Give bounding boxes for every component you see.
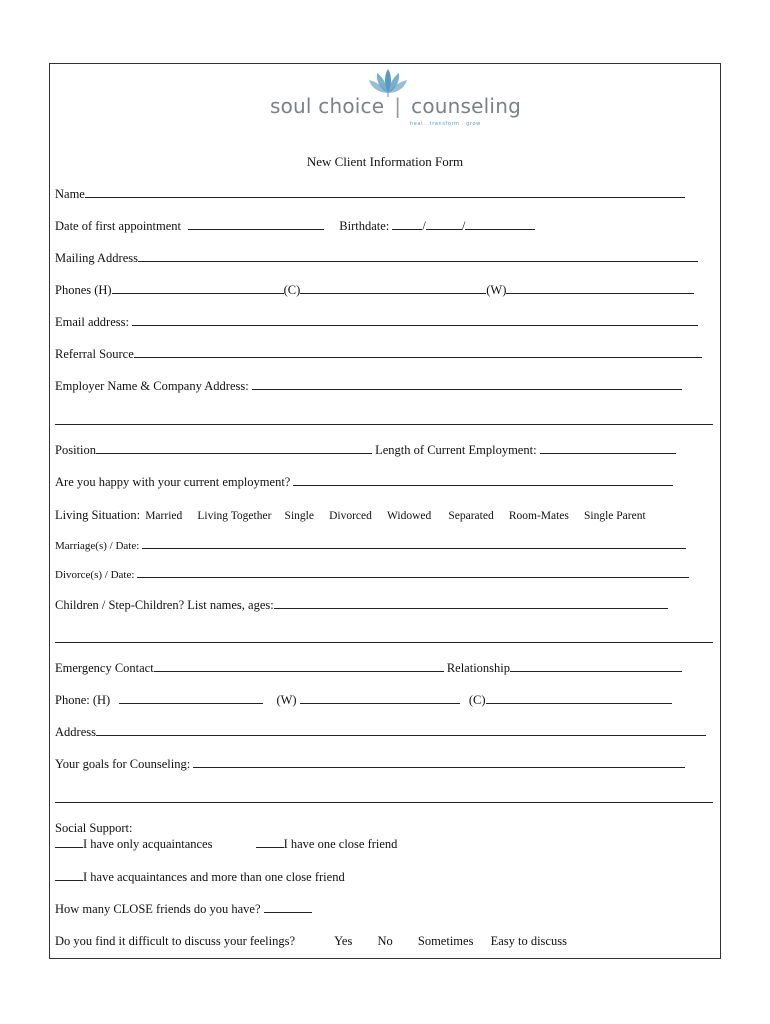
- social-opt2-label: I have one close friend: [283, 837, 398, 851]
- address-field[interactable]: [96, 724, 706, 736]
- goals-field-line-2[interactable]: [55, 802, 713, 803]
- social-opt3-check[interactable]: [55, 869, 83, 881]
- children-field-line-2[interactable]: [55, 642, 713, 643]
- first-appt-field[interactable]: [188, 218, 324, 230]
- form-page: [49, 63, 721, 959]
- social-opt3-row: [55, 869, 345, 885]
- form-title: New Client Information Form: [306, 154, 464, 169]
- living-option-room-mates[interactable]: Room-Mates: [508, 510, 569, 522]
- lotus-flower-icon: [366, 67, 410, 97]
- children-row: [55, 597, 668, 613]
- feelings-option-easy[interactable]: Easy to discuss: [490, 934, 567, 948]
- birthdate-sep-1: /: [422, 219, 426, 233]
- logo: [270, 64, 521, 144]
- logo-brand-right: counseling: [411, 94, 521, 118]
- marriage-label: Marriage(s) / Date:: [55, 540, 140, 552]
- feelings-row: [55, 933, 567, 949]
- referral-row: [55, 346, 702, 362]
- name-label: Name: [55, 187, 85, 201]
- email-row: [55, 314, 698, 330]
- emergency-field[interactable]: [154, 660, 444, 672]
- logo-tagline: heal . transform . grow: [410, 121, 481, 127]
- phone-home-field[interactable]: [112, 282, 284, 294]
- position-field[interactable]: [96, 442, 372, 454]
- living-label: Living Situation:: [55, 508, 141, 522]
- birthdate-sep-2: /: [461, 219, 466, 233]
- name-row: [55, 186, 685, 202]
- children-field[interactable]: [274, 597, 668, 609]
- phones-row: [55, 282, 694, 298]
- phones-h-label: Phones (H): [55, 283, 112, 297]
- logo-brand-left: soul choice: [270, 94, 385, 118]
- phone-cell-field[interactable]: [300, 282, 486, 294]
- position-row: [55, 442, 676, 458]
- living-option-widowed[interactable]: Widowed: [386, 510, 432, 522]
- emergency-phone-h-label: Phone: (H): [55, 693, 111, 707]
- position-label: Position: [55, 443, 96, 457]
- appointment-row: [55, 218, 535, 234]
- length-label: Length of Current Employment:: [375, 443, 537, 457]
- email-field[interactable]: [132, 314, 698, 326]
- emergency-phone-w-label: (W): [276, 693, 297, 707]
- emergency-phone-home-field[interactable]: [119, 692, 263, 704]
- marriage-row: [55, 537, 686, 554]
- emergency-phone-cell-field[interactable]: [486, 692, 672, 704]
- feelings-label: Do you find it difficult to discuss your feelings?: [55, 934, 296, 948]
- birth-year-field[interactable]: [465, 218, 535, 230]
- feelings-option-yes[interactable]: Yes: [334, 934, 353, 948]
- happy-label: Are you happy with your current employment?: [55, 475, 291, 489]
- logo-wordmark: [270, 94, 521, 118]
- children-label: Children / Step-Children? List names, ages:: [55, 598, 274, 612]
- emergency-phone-c-label: (C): [468, 693, 486, 707]
- feelings-option-no[interactable]: No: [377, 934, 393, 948]
- phones-w-label: (W): [486, 283, 507, 297]
- employer-row: [55, 378, 682, 394]
- close-friends-row: [55, 901, 312, 917]
- divorce-row: [55, 566, 689, 583]
- mailing-field[interactable]: [138, 250, 698, 262]
- social-options-row: [55, 836, 397, 852]
- phones-c-label: (C): [283, 283, 301, 297]
- goals-row: [55, 756, 685, 772]
- happy-field[interactable]: [293, 474, 673, 486]
- emergency-row: [55, 660, 682, 676]
- emergency-label: Emergency Contact: [55, 661, 154, 675]
- birth-day-field[interactable]: [426, 218, 462, 230]
- goals-field[interactable]: [193, 756, 685, 768]
- emergency-phone-row: [55, 692, 672, 708]
- happy-row: [55, 474, 673, 490]
- birthdate-label: Birthdate:: [339, 219, 390, 233]
- email-label: Email address:: [55, 315, 129, 329]
- address-label: Address: [55, 725, 96, 739]
- living-option-single-parent[interactable]: Single Parent: [584, 510, 646, 522]
- social-opt1-check[interactable]: [55, 836, 83, 848]
- length-field[interactable]: [540, 442, 676, 454]
- social-label-row: [55, 820, 132, 836]
- living-row: [55, 507, 646, 524]
- divorce-field[interactable]: [137, 566, 689, 578]
- close-friends-label: How many CLOSE friends do you have?: [55, 902, 261, 916]
- divorce-label: Divorce(s) / Date:: [55, 569, 135, 581]
- close-friends-field[interactable]: [264, 901, 312, 913]
- social-opt2-check[interactable]: [256, 836, 284, 848]
- employer-label: Employer Name & Company Address:: [55, 379, 249, 393]
- referral-label: Referral Source: [55, 347, 134, 361]
- living-option-living-together[interactable]: Living Together: [197, 510, 272, 522]
- name-field[interactable]: [85, 186, 685, 198]
- birth-month-field[interactable]: [392, 218, 422, 230]
- mailing-label: Mailing Address: [55, 251, 138, 265]
- referral-field[interactable]: [134, 346, 702, 358]
- social-label: Social Support:: [55, 821, 133, 835]
- goals-label: Your goals for Counseling:: [55, 757, 191, 771]
- living-option-married[interactable]: Married: [145, 510, 183, 522]
- living-option-separated[interactable]: Separated: [448, 510, 494, 522]
- relationship-label: Relationship: [446, 661, 511, 675]
- living-option-single[interactable]: Single: [284, 510, 314, 522]
- social-opt1-label: I have only acquaintances: [83, 837, 213, 851]
- feelings-option-sometimes[interactable]: Sometimes: [417, 934, 474, 948]
- employer-field[interactable]: [252, 378, 682, 390]
- relationship-field[interactable]: [510, 660, 682, 672]
- address-row: [55, 724, 706, 740]
- logo-divider: |: [394, 94, 402, 118]
- phone-work-field[interactable]: [506, 282, 694, 294]
- emergency-phone-work-field[interactable]: [300, 692, 460, 704]
- living-option-divorced[interactable]: Divorced: [329, 510, 372, 522]
- employer-field-line-2[interactable]: [55, 424, 713, 425]
- mailing-row: [55, 250, 698, 266]
- marriage-field[interactable]: [142, 537, 686, 549]
- social-opt3-label: I have acquaintances and more than one close friend: [83, 870, 345, 884]
- first-appt-label: Date of first appointment: [55, 219, 182, 233]
